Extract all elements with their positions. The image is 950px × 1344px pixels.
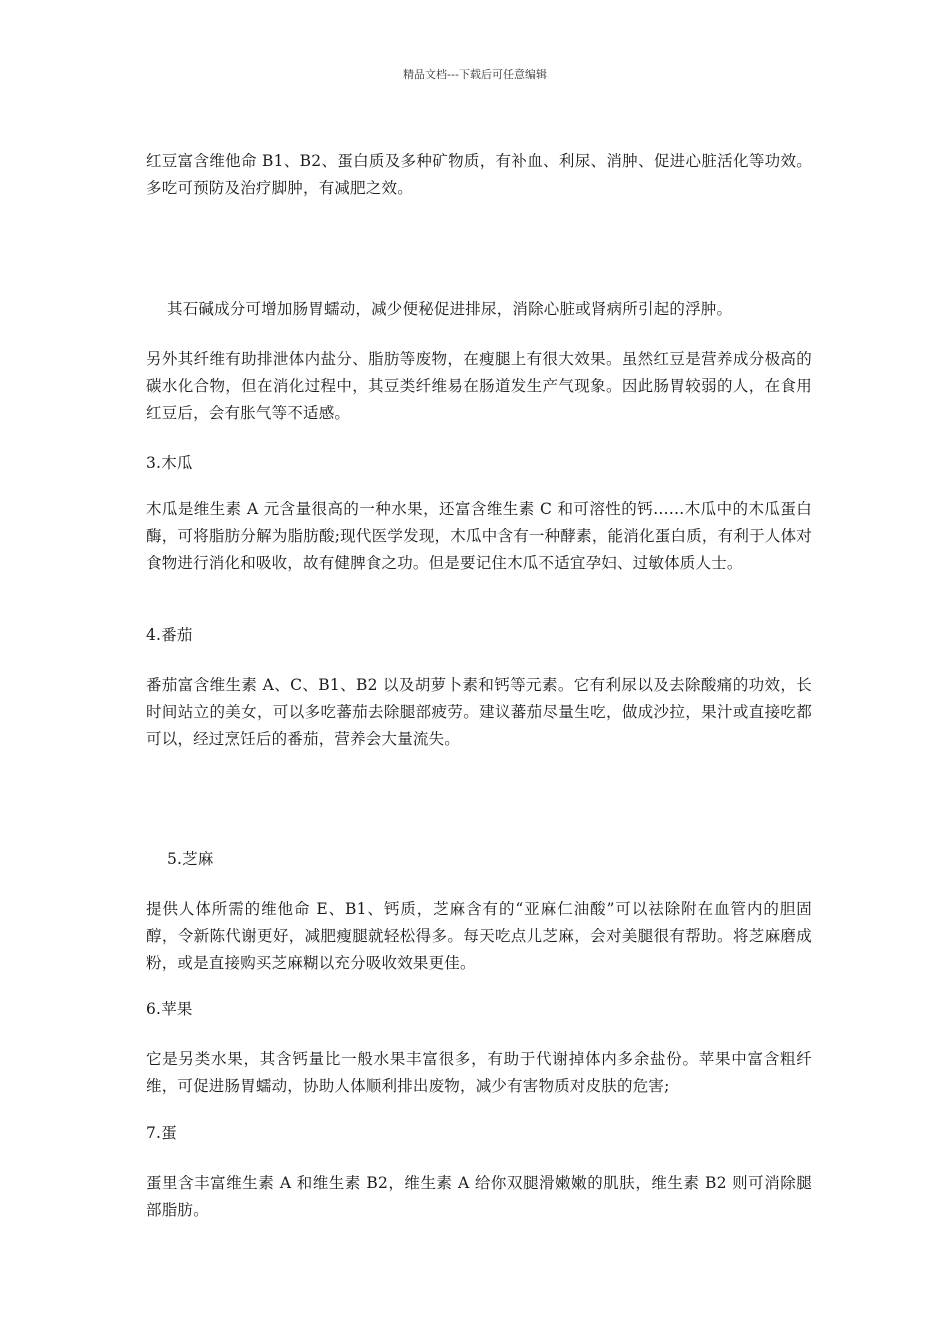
paragraph-papaya: 木瓜是维生素 A 元含量很高的一种水果，还富含维生素 C 和可溶性的钙……木瓜中的木瓜蛋白酶，可将脂肪分解为脂肪酸;现代医学发现，木瓜中含有一种酵素，能消化蛋白质，有利于人体对食物进行消化和吸收，故有健脾食之功。但是要记住木瓜不适宜孕妇、过敏体质人士。 — [146, 500, 812, 572]
paragraph-sesame: 提供人体所需的维他命 E、B1、钙质，芝麻含有的“亚麻仁油酸”可以祛除附在血管内的胆固醇，令新陈代谢更好，减肥瘦腿就轻松得多。每天吃点儿芝麻，会对美腿很有帮助。将芝麻磨成粉，或是直接购买芝麻糊以充分吸收效果更佳。 — [146, 900, 812, 972]
paragraph-red-bean-intro: 红豆富含维他命 B1、B2、蛋白质及多种矿物质，有补血、利尿、消肿、促进心脏活化等功效。多吃可预防及治疗脚肿，有减肥之效。 — [146, 152, 812, 197]
paragraph-red-bean-saponin: 其石碱成分可增加肠胃蠕动，减少便秘促进排尿，消除心脏或肾病所引起的浮肿。 — [167, 300, 733, 318]
heading-tomato: 4.番茄 — [146, 626, 193, 644]
paragraph-tomato: 番茄富含维生素 A、C、B1、B2 以及胡萝卜素和钙等元素。它有利尿以及去除酸痛的功效，长时间站立的美女，可以多吃蕃茄去除腿部疲劳。建议蕃茄尽量生吃，做成沙拉，果汁或直接吃都可以，经过烹饪后的番茄，营养会大量流失。 — [146, 676, 812, 748]
heading-egg: 7.蛋 — [146, 1124, 177, 1142]
heading-sesame: 5.芝麻 — [167, 850, 214, 868]
paragraph-red-bean-fiber: 另外其纤维有助排泄体内盐分、脂肪等废物，在瘦腿上有很大效果。虽然红豆是营养成分极高的碳水化合物，但在消化过程中，其豆类纤维易在肠道发生产气现象。因此肠胃较弱的人，在食用红豆后，会有胀气等不适感。 — [146, 350, 812, 422]
page-header: 精品文档---下载后可任意编辑 — [403, 68, 547, 81]
heading-papaya: 3.木瓜 — [146, 454, 193, 472]
paragraph-apple: 它是另类水果，其含钙量比一般水果丰富很多，有助于代谢掉体内多余盐份。苹果中富含粗纤维，可促进肠胃蠕动，协助人体顺利排出废物，减少有害物质对皮肤的危害; — [146, 1050, 812, 1095]
heading-apple: 6.苹果 — [146, 1000, 193, 1018]
paragraph-egg: 蛋里含丰富维生素 A 和维生素 B2，维生素 A 给你双腿滑嫩嫩的肌肤，维生素 B2 则可消除腿部脂肪。 — [146, 1174, 812, 1219]
